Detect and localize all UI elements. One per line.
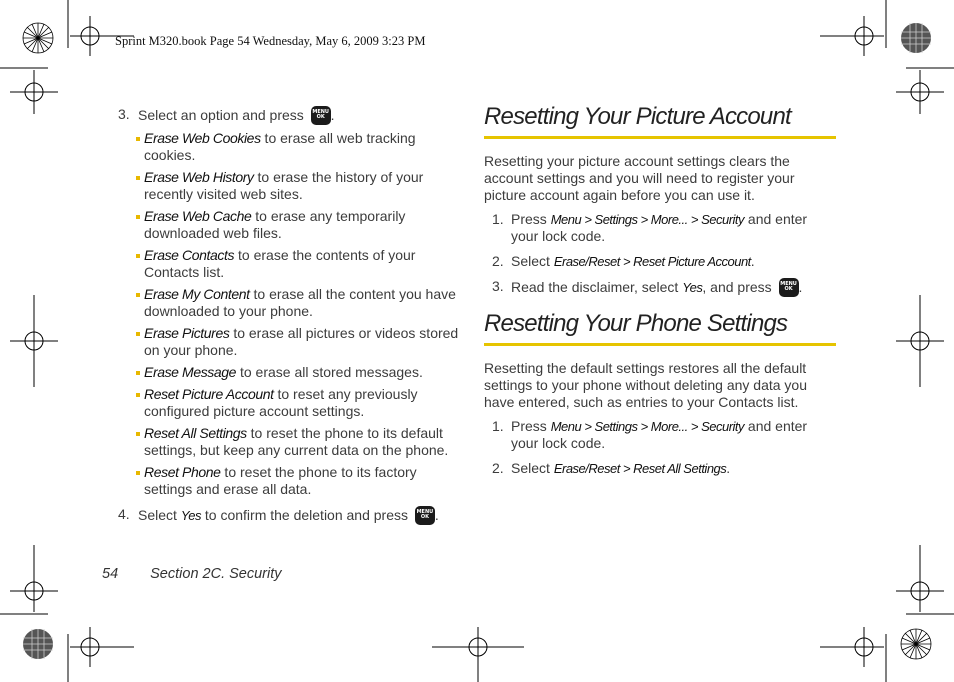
bullet-icon bbox=[136, 432, 140, 436]
step-1: 1. Press Menu > Settings > More... > Security and enter your lock code. bbox=[492, 418, 808, 451]
bullet-icon bbox=[136, 371, 140, 375]
section-heading-phone-settings: Resetting Your Phone Settings bbox=[484, 311, 836, 346]
list-item: Erase Message to erase all stored messages. bbox=[144, 364, 463, 381]
list-item: Reset Phone to reset the phone to its factory settings and erase all data. bbox=[144, 464, 463, 498]
list-item: Erase Pictures to erase all pictures or videos stored on your phone. bbox=[144, 325, 463, 359]
list-item: Erase My Content to erase all the content you have downloaded to your phone. bbox=[144, 286, 463, 320]
option-list bbox=[144, 130, 463, 498]
bullet-icon bbox=[136, 293, 140, 297]
bullet-icon bbox=[136, 393, 140, 397]
list-item: Erase Contacts to erase the contents of your Contacts list. bbox=[144, 247, 463, 281]
bullet-icon bbox=[136, 471, 140, 475]
menu-ok-key-icon: MENU OK bbox=[415, 506, 435, 525]
bullet-icon bbox=[136, 254, 140, 258]
bullet-icon bbox=[136, 137, 140, 141]
section-intro: Resetting your picture account settings clears the account settings and you will need to register your picture account again before you can use it. bbox=[484, 153, 795, 203]
menu-ok-key-icon: MENU OK bbox=[311, 106, 331, 125]
list-item: Erase Web Cache to erase any temporarily downloaded web files. bbox=[144, 208, 463, 242]
left-column bbox=[118, 106, 463, 534]
page-footer bbox=[102, 566, 282, 582]
section-label: Section 2C. Security bbox=[150, 566, 282, 582]
section-intro: Resetting the default settings restores all the default settings to your phone without deleting any data you have entered, such as entries to your Contacts list. bbox=[484, 360, 807, 410]
step-2: 2. Select Erase/Reset > Reset Picture Account. bbox=[492, 253, 755, 269]
list-item: Erase Web Cookies to erase all web tracking cookies. bbox=[144, 130, 463, 164]
list-item: Reset All Settings to reset the phone to its default settings, but keep any current data on the phone. bbox=[144, 425, 463, 459]
step-1: 1. Press Menu > Settings > More... > Security and enter your lock code. bbox=[492, 211, 808, 244]
step-text: Select an option and press bbox=[138, 107, 304, 123]
step-2: 2. Select Erase/Reset > Reset All Settings. bbox=[492, 460, 731, 476]
menu-ok-key-icon: MENU OK bbox=[779, 278, 799, 297]
step-4: 4. Select Yes to confirm the deletion and press MENU OK . bbox=[118, 506, 439, 523]
right-column bbox=[484, 104, 836, 485]
list-item: Reset Picture Account to reset any previously configured picture account settings. bbox=[144, 386, 463, 420]
bullet-icon bbox=[136, 215, 140, 219]
bullet-icon bbox=[136, 176, 140, 180]
step-3: 3. Read the disclaimer, select Yes, and press MENU OK . bbox=[492, 278, 803, 295]
print-header: Sprint M320.book Page 54 Wednesday, May 6, 2009 3:23 PM bbox=[115, 34, 426, 48]
bullet-icon bbox=[136, 332, 140, 336]
step-3: 3. Select an option and press MENU OK . bbox=[118, 106, 335, 123]
step-number: 3. bbox=[118, 106, 130, 122]
section-heading-picture-account: Resetting Your Picture Account bbox=[484, 104, 836, 139]
list-item: Erase Web History to erase the history of your recently visited web sites. bbox=[144, 169, 463, 203]
page-number: 54 bbox=[102, 566, 119, 582]
step-number: 4. bbox=[118, 506, 130, 522]
